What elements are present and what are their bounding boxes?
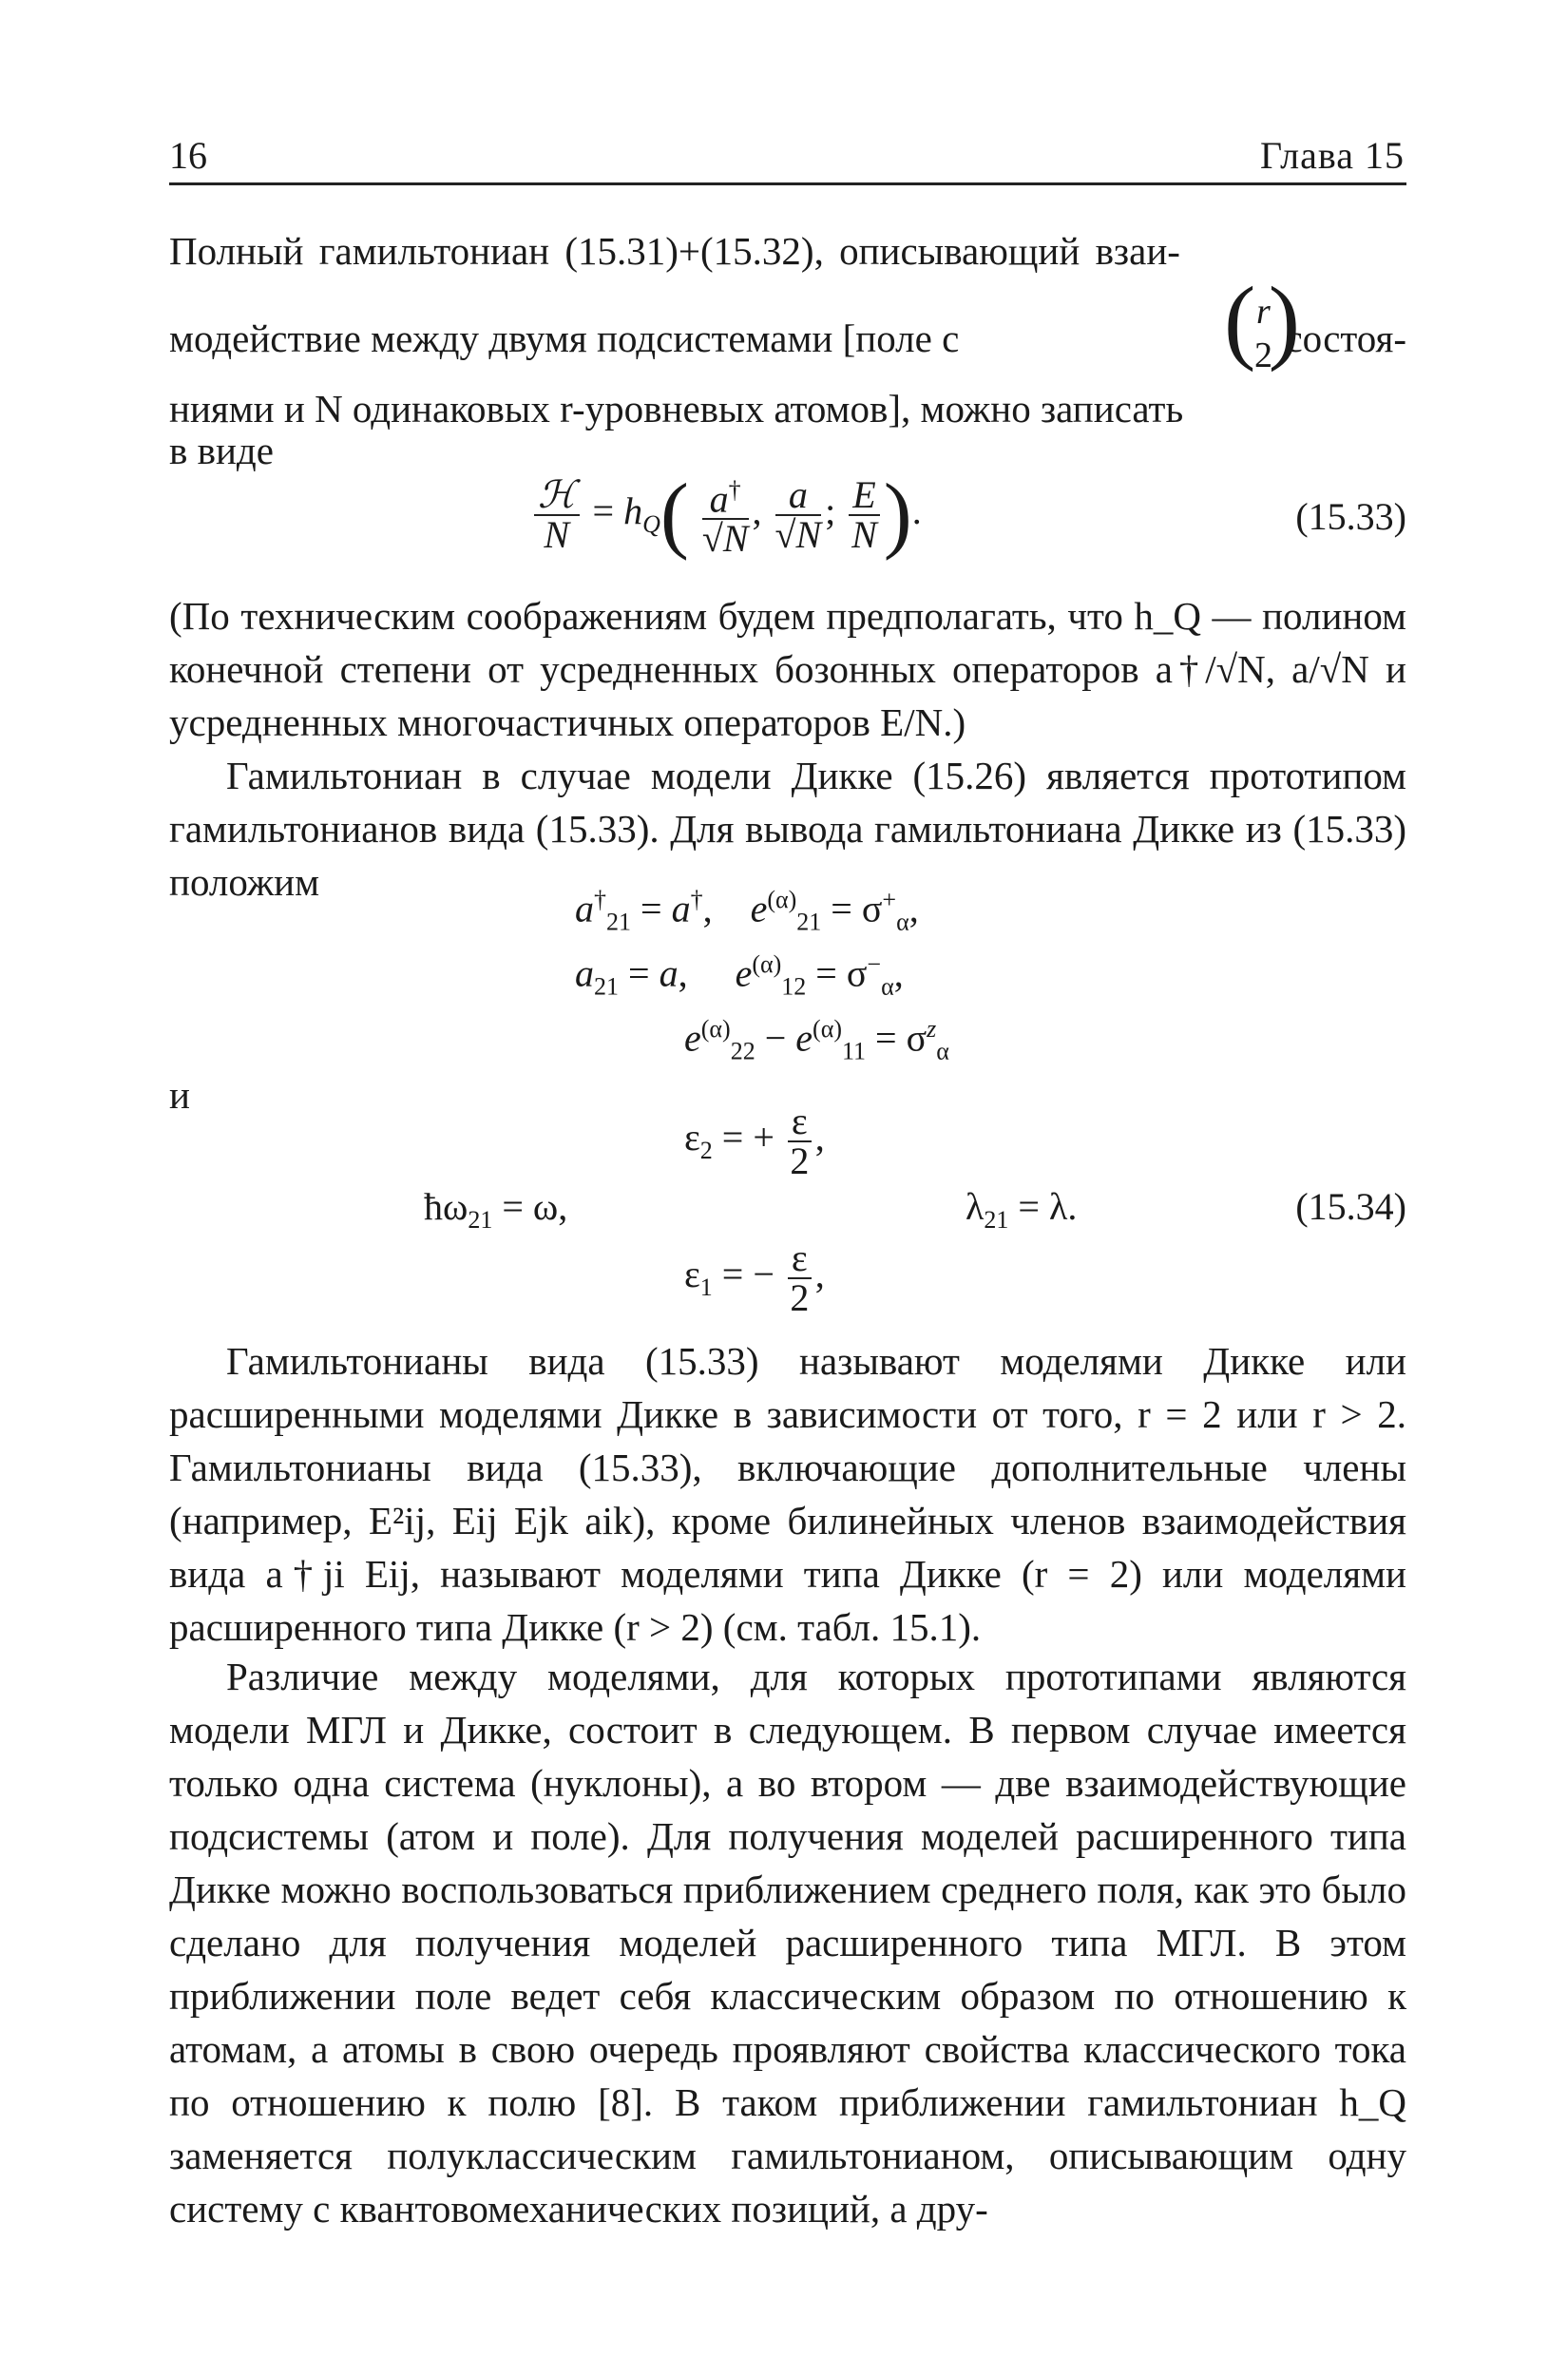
header-rule: [169, 182, 1406, 185]
para-5: Различие между моделями, для которых прототипами являются модели МГЛ и Дикке, состоит в следующем. В первом случае имеется только одна система (нуклоны), а во втором — две взаимодействующие подсистемы (атом и поле). Для получения моделей расширенного типа Дикке можно воспользоваться приближением среднего поля, как это было сделано для получения моделей расширенного типа МГЛ. В этом приближении поле ведет себя классическим образом по отношению к атомам, а атомы в свою очередь проявляют свойства классического тока по отношению к полю [8]. В таком приближении гамильтониан h_Q заменяется полуклассическим гамильтонианом, описывающим одну систему с квантовомеханических позиций, а дру-: [169, 1655, 1406, 2231]
equation-subst-3: $e^{(\alpha)}_{22} - e^{(\alpha)}_{11} = \sigma^z_\alpha$: [684, 1015, 949, 1065]
binom-top: r: [1256, 292, 1271, 332]
equation-eps2: $\varepsilon_2$ = + $\frac{\varepsilon}{2}$ ,: [684, 1100, 825, 1182]
equation-number-15-33: (15.33): [1295, 495, 1406, 538]
equation-subst-2: $a_{21} = a$, $e^{(\alpha)}_{12} = \sigma^-_\alpha$,: [575, 950, 904, 1001]
chapter-title: Глава 15: [1260, 134, 1405, 177]
equation-lambda: $\lambda_{21} = \lambda$.: [966, 1185, 1078, 1234]
equation-eps1: $\varepsilon_1$ = − $\frac{\varepsilon}{2}$ ,: [684, 1236, 825, 1319]
page-header: [169, 133, 1405, 181]
para-1-line-4: в виде: [169, 429, 274, 472]
equation-omega: $ħ\omega_{21} = \omega$,: [424, 1185, 568, 1234]
para-1-line-3: ниями и N одинаковых r-уровневых атомов], можно записать: [169, 387, 1184, 431]
binom-bottom: 2: [1254, 335, 1272, 375]
para-2: (По техническим соображениям будем предполагать, что h_Q — полином конечной степени от усредненных бозонных операторов a†/√N, a/√N и усредненных многочастичных операторов E/N.): [169, 594, 1406, 744]
word-and: и: [169, 1073, 190, 1117]
para-1-line-2: [169, 267, 1406, 393]
binomial-r-2: ( r 2 ): [1224, 285, 1300, 376]
equation-15-33: $\frac{\text{ℋ}}{N}$ = $h_Q$( $\frac{a^\dagger}{√N}$ , $\frac{a}{√N}$ ; $\frac{E}{N}$ ).: [530, 471, 922, 558]
para-1-line-1: Полный гамильтониан (15.31)+(15.32), описывающий взаи-: [169, 229, 1180, 273]
para-1-line-2-pre: модействие между двумя подсистемами [поле с: [169, 316, 960, 360]
para-4: Гамильтонианы вида (15.33) называют моделями Дикке или расширенными моделями Дикке в зависимости от того, r = 2 или r > 2. Гамильтонианы вида (15.33), включающие дополнительные члены (например, E²ij, Eij Ejk aik), кроме билинейных членов взаимодействия вида a†ji Eij, называют моделями типа Дикке (r = 2) или моделями расширенного типа Дикке (r > 2) (см. табл. 15.1).: [169, 1339, 1406, 1649]
equation-number-15-34: (15.34): [1295, 1185, 1406, 1228]
page-number: 16: [169, 134, 207, 177]
equation-subst-1: $a^\dagger_{21} = a^\dagger$, $e^{(\alpha)}_{21} = \sigma^+_\alpha$,: [575, 886, 919, 936]
para-3: Гамильтониан в случае модели Дикке (15.26) является прототипом гамильтонианов вида (15.33). Для вывода гамильтониана Дикке из (15.33) положим: [169, 754, 1406, 904]
para-1-line-2-post: состоя-: [1285, 316, 1406, 360]
